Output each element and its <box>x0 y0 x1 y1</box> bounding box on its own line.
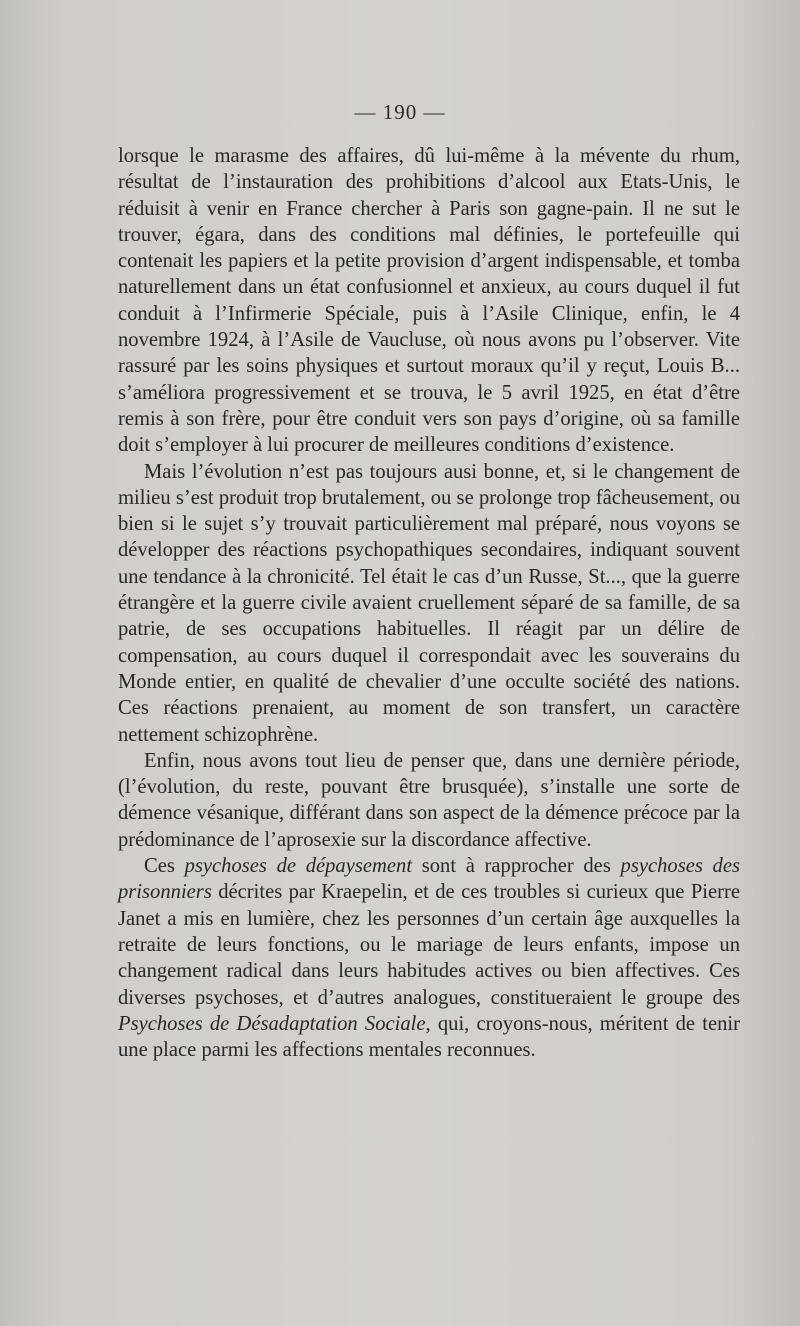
paragraph-4-italic-term-3: Psychoses de Désadaptation Sociale, <box>118 1012 431 1035</box>
paragraph-1 <box>118 143 740 459</box>
paragraph-4-text-c: décrites par Kraepelin, et de ces troubles si curieux que Pierre Janet a mis en lumière, chez les personnes d’un certain âge auxquelles la retraite de leurs fonctions, ou le mariage de leurs enfants, impose un changement radical dans leurs habitudes actives ou bien affectives. Ces diverses psychoses, et d’autres analogues, constitueraient le groupe des <box>118 881 740 1009</box>
paragraph-4-italic-term-2: psychoses des prisonniers <box>118 855 740 904</box>
paragraph-3 <box>118 748 740 853</box>
paragraph-4-text-d: qui, croyons-nous, méritent de tenir une place parmi les affections mentales reconnues. <box>118 1012 740 1062</box>
paragraph-4-italic-term-1: psychoses de dépaysement <box>184 855 413 878</box>
paragraph-4-text-a: Ces <box>144 855 185 878</box>
paragraph-4 <box>118 853 740 1063</box>
body-text <box>118 143 740 1063</box>
paragraph-3-text: Enfin, nous avons tout lieu de penser que, dans une dernière période, (l’évolution, du reste, pouvant être brusquée), s’installe une sorte de démence vésanique, différant dans son aspect de la démence précoce par la prédominance de l’aprosexie sur la discordance affective. <box>118 749 740 851</box>
paragraph-2 <box>118 459 740 748</box>
paragraph-1-text: lorsque le marasme des affaires, dû lui-même à la mévente du rhum, résultat de l’instauration des prohibitions d’alcool aux Etats-Unis, le réduisit à venir en France chercher à Paris son gagne-pain. Il ne sut le trouver, égara, dans des conditions mal définies, le portefeuille qui contenait les papiers et la petite provision d’argent indispensable, et tomba naturellement dans un état confusionnel et anxieux, au cours duquel il fut conduit à l’Infirmerie Spéciale, puis à l’Asile Clinique, enfin, le 4 novembre 1924, à l’Asile de Vaucluse, où nous avons pu l’observer. Vite rassuré par les soins physiques et surtout moraux qu’il y reçut, Louis B... s’améliora progressivement et se trouva, le 5 avril 1925, en état d’être remis à son frère, pour être conduit vers son pays d’origine, où sa famille doit s’employer à lui procurer de meilleures conditions d’existence. <box>118 145 740 457</box>
paragraph-4-text-b: sont à rapprocher des <box>412 855 621 878</box>
paragraph-2-text: Mais l’évolution n’est pas toujours ausi bonne, et, si le changement de milieu s’est produit trop brutalement, ou se prolonge trop fâcheusement, ou bien si le sujet s’y trouvait particulièrement mal préparé, nous voyons se développer des réactions psychopathiques secondaires, indiquant souvent une tendance à la chronicité. Tel était le cas d’un Russe, St..., que la guerre étrangère et la guerre civile avaient cruellement séparé de sa famille, de sa patrie, de ses occupations habituelles. Il réagit par un délire de compensation, au cours duquel il correspondait avec les souverains du Monde entier, en qualité de chevalier d’une occulte société des nations. Ces réactions prenaient, au moment de son transfert, un caractère nettement schizophrène. <box>118 460 740 746</box>
page-number: — 190 — <box>354 100 446 124</box>
